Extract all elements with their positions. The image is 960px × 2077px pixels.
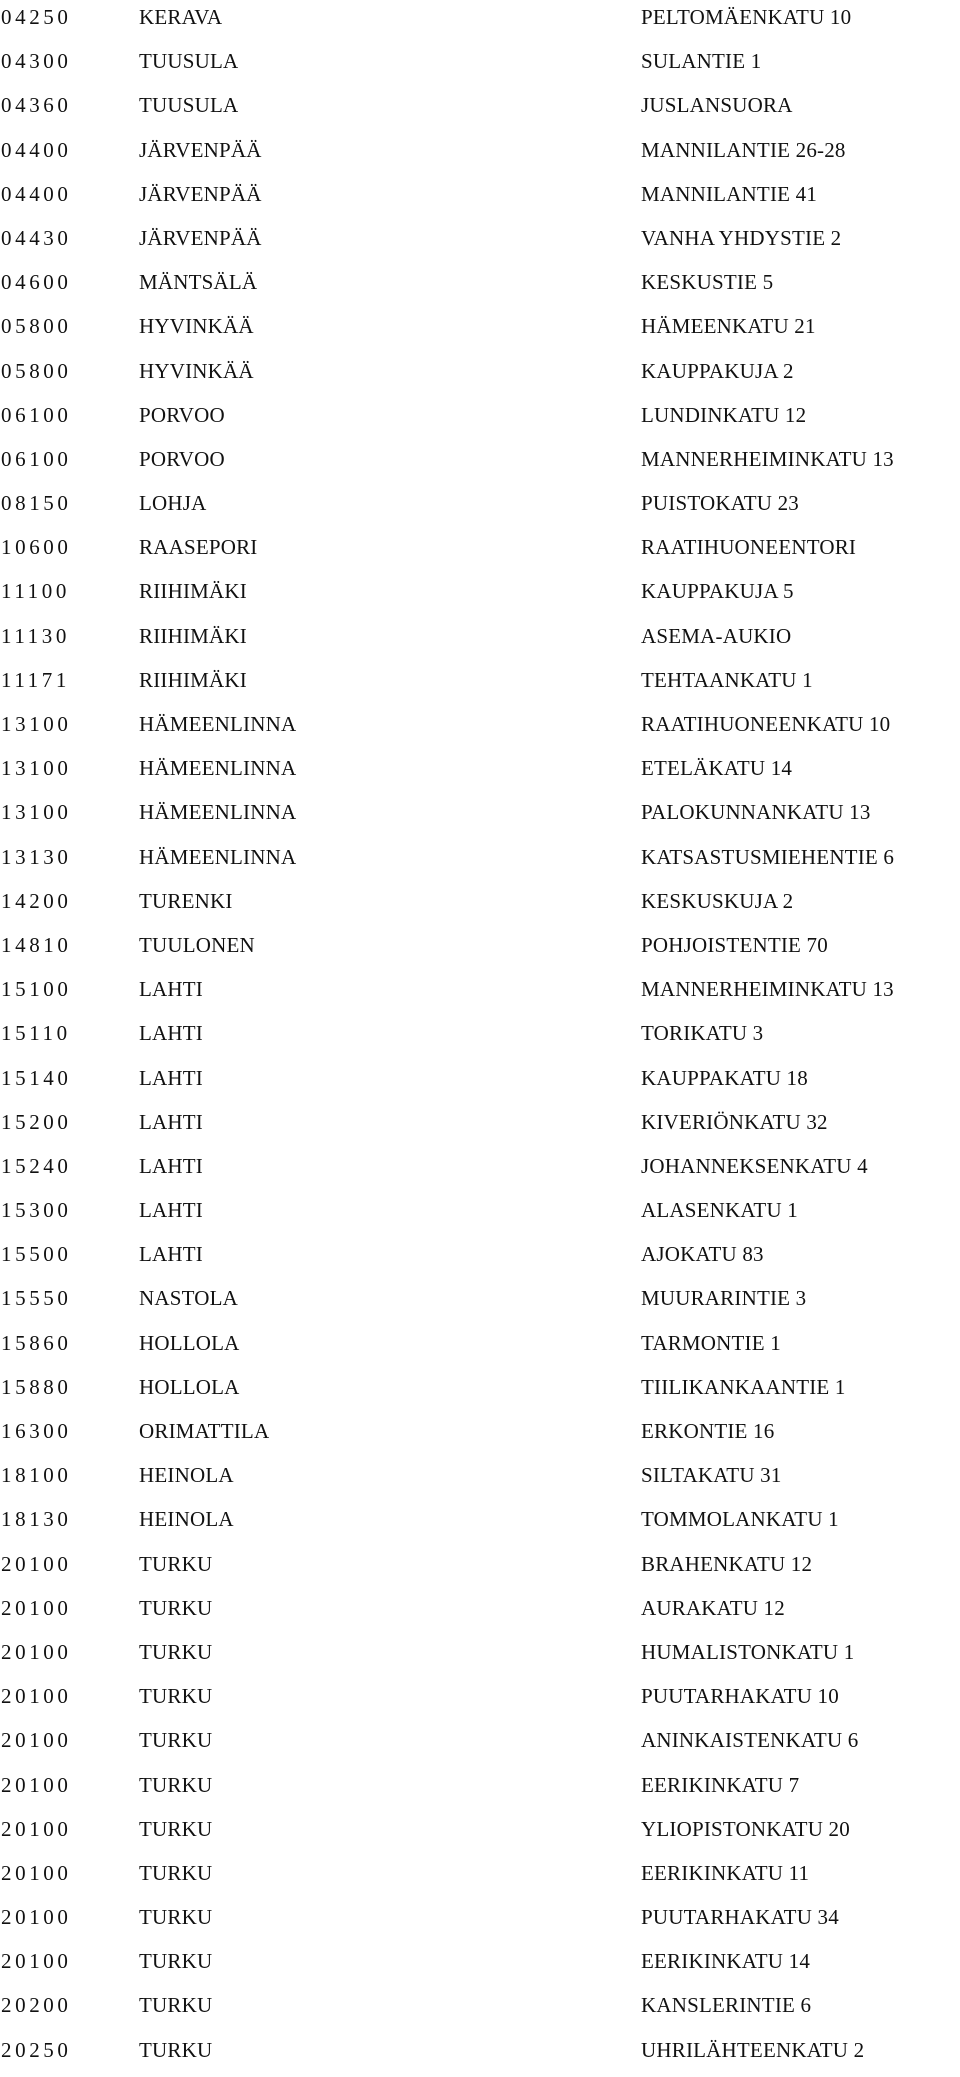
postcode: 20100: [1, 1905, 72, 1930]
street-address: EERIKINKATU 7: [641, 1772, 800, 1797]
city: LAHTI: [139, 1198, 203, 1223]
address-row: [0, 1988, 960, 2032]
street-address: KESKUSKUJA 2: [641, 888, 794, 913]
address-row: [0, 1768, 960, 1812]
address-row: [0, 1900, 960, 1944]
street-address: UHRILÄHTEENKATU 2: [641, 2037, 865, 2062]
city: TURKU: [139, 1595, 213, 1620]
address-row: [0, 44, 960, 88]
postcode: 20100: [1, 1551, 72, 1576]
address-row: [0, 177, 960, 221]
address-row: [0, 795, 960, 839]
street-address: MANNILANTIE 41: [641, 181, 818, 206]
street-address: MANNERHEIMINKATU 13: [641, 446, 894, 471]
address-row: [0, 1149, 960, 1193]
address-row: [0, 1370, 960, 1414]
address-row: [0, 707, 960, 751]
address-row: [0, 265, 960, 309]
city: TURKU: [139, 1684, 213, 1709]
street-address: KIVERIÖNKATU 32: [641, 1109, 828, 1134]
street-address: KANSLERINTIE 6: [641, 1993, 812, 2018]
city: LAHTI: [139, 1109, 203, 1134]
postcode: 08150: [1, 491, 72, 516]
postcode: 04400: [1, 137, 72, 162]
address-row: [0, 1061, 960, 1105]
postcode: 14810: [1, 932, 72, 957]
city: TURKU: [139, 2037, 213, 2062]
address-row: [0, 1547, 960, 1591]
street-address: MANNILANTIE 26-28: [641, 137, 846, 162]
address-row: [0, 1502, 960, 1546]
street-address: PUUTARHAKATU 10: [641, 1684, 839, 1709]
city: TURKU: [139, 1772, 213, 1797]
street-address: KESKUSTIE 5: [641, 270, 774, 295]
street-address: PELTOMÄENKATU 10: [641, 5, 852, 29]
city: LAHTI: [139, 1242, 203, 1267]
street-address: ASEMA-AUKIO: [641, 623, 792, 648]
postcode: 20100: [1, 1595, 72, 1620]
city: LAHTI: [139, 977, 203, 1002]
address-row: [0, 88, 960, 132]
address-row: [0, 1458, 960, 1502]
street-address: SULANTIE 1: [641, 49, 762, 74]
city: TURKU: [139, 1551, 213, 1576]
city: LAHTI: [139, 1021, 203, 1046]
postcode: 13100: [1, 800, 72, 825]
street-address: KAUPPAKATU 18: [641, 1065, 808, 1090]
street-address: JOHANNEKSENKATU 4: [641, 1153, 868, 1178]
city: JÄRVENPÄÄ: [139, 137, 262, 162]
city: HYVINKÄÄ: [139, 358, 254, 383]
city: PORVOO: [139, 446, 225, 471]
city: HEINOLA: [139, 1507, 234, 1532]
city: TUULONEN: [139, 932, 255, 957]
postcode: 06100: [1, 402, 72, 427]
address-row: [0, 751, 960, 795]
postcode: 20100: [1, 1860, 72, 1885]
city: TURKU: [139, 1860, 213, 1885]
postcode: 15500: [1, 1242, 72, 1267]
street-address: AJOKATU 83: [641, 1242, 764, 1267]
postcode: 20100: [1, 1772, 72, 1797]
postcode: 04430: [1, 225, 72, 250]
postcode: 20100: [1, 1816, 72, 1841]
city: JÄRVENPÄÄ: [139, 225, 262, 250]
street-address: RAATIHUONEENTORI: [641, 535, 857, 560]
address-row: [0, 486, 960, 530]
postcode: 20100: [1, 1728, 72, 1753]
street-address: PALOKUNNANKATU 13: [641, 800, 871, 825]
street-address: VANHA YHDYSTIE 2: [641, 225, 842, 250]
address-row: [0, 663, 960, 707]
postcode: 15300: [1, 1198, 72, 1223]
postcode: 04300: [1, 49, 72, 74]
city: TURKU: [139, 1816, 213, 1841]
postcode: 15240: [1, 1153, 72, 1178]
city: ORIMATTILA: [139, 1419, 270, 1443]
address-row: [0, 2033, 960, 2077]
street-address: MANNERHEIMINKATU 13: [641, 977, 894, 1002]
address-row: [0, 1723, 960, 1767]
city: MÄNTSÄLÄ: [139, 270, 258, 295]
address-row: [0, 398, 960, 442]
city: RIIHIMÄKI: [139, 623, 247, 648]
city: RIIHIMÄKI: [139, 667, 247, 692]
address-row: [0, 354, 960, 398]
street-address: LUNDINKATU 12: [641, 402, 807, 427]
address-row: [0, 309, 960, 353]
postcode: 11130: [1, 623, 70, 648]
address-row: [0, 221, 960, 265]
city: HÄMEENLINNA: [139, 800, 297, 825]
address-row: [0, 1414, 960, 1458]
street-address: ETELÄKATU 14: [641, 756, 793, 781]
address-row: [0, 619, 960, 663]
address-row: [0, 0, 960, 44]
street-address: AURAKATU 12: [641, 1595, 785, 1620]
postcode: 15100: [1, 977, 72, 1002]
postcode: 15140: [1, 1065, 72, 1090]
city: TURENKI: [139, 888, 233, 913]
street-address: TORIKATU 3: [641, 1021, 764, 1046]
city: HÄMEENLINNA: [139, 844, 297, 869]
street-address: HÄMEENKATU 21: [641, 314, 816, 339]
address-row: [0, 1812, 960, 1856]
postcode: 15200: [1, 1109, 72, 1134]
street-address: TEHTAANKATU 1: [641, 667, 813, 692]
postcode: 15110: [1, 1021, 71, 1046]
address-row: [0, 972, 960, 1016]
street-address: EERIKINKATU 14: [641, 1949, 811, 1974]
postcode: 10600: [1, 535, 72, 560]
postcode: 20100: [1, 1639, 72, 1664]
street-address: ALASENKATU 1: [641, 1198, 798, 1223]
city: HÄMEENLINNA: [139, 756, 297, 781]
address-row: [0, 1944, 960, 1988]
street-address: HUMALISTONKATU 1: [641, 1639, 855, 1664]
city: TUUSULA: [139, 93, 239, 118]
street-address: MUURARINTIE 3: [641, 1286, 807, 1311]
city: HYVINKÄÄ: [139, 314, 254, 339]
address-row: [0, 1105, 960, 1149]
street-address: POHJOISTENTIE 70: [641, 932, 828, 957]
street-address: PUUTARHAKATU 34: [641, 1905, 839, 1930]
address-row: [0, 574, 960, 618]
address-row: [0, 1281, 960, 1325]
street-address: ANINKAISTENKATU 6: [641, 1728, 859, 1753]
street-address: KAUPPAKUJA 2: [641, 358, 794, 383]
city: JÄRVENPÄÄ: [139, 181, 262, 206]
postcode: 14200: [1, 888, 72, 913]
postcode: 13100: [1, 712, 72, 736]
street-address: TOMMOLANKATU 1: [641, 1507, 839, 1532]
postcode: 15550: [1, 1286, 72, 1311]
postcode: 04360: [1, 93, 72, 118]
city: RIIHIMÄKI: [139, 579, 247, 604]
street-address: ERKONTIE 16: [641, 1419, 775, 1443]
city: PORVOO: [139, 402, 225, 427]
street-address: SILTAKATU 31: [641, 1463, 782, 1488]
street-address: KATSASTUSMIEHENTIE 6: [641, 844, 895, 869]
street-address: TIILIKANKAANTIE 1: [641, 1374, 846, 1399]
city: RAASEPORI: [139, 535, 258, 560]
postcode: 13130: [1, 844, 72, 869]
postcode: 20200: [1, 1993, 72, 2018]
postcode: 13100: [1, 756, 72, 781]
address-row: [0, 1635, 960, 1679]
address-row: [0, 1237, 960, 1281]
address-row: [0, 1193, 960, 1237]
address-row: [0, 442, 960, 486]
postcode: 04400: [1, 181, 72, 206]
street-address: TARMONTIE 1: [641, 1330, 781, 1355]
postcode: 04250: [1, 5, 72, 29]
city: TURKU: [139, 1993, 213, 2018]
postcode: 05800: [1, 358, 72, 383]
street-address: BRAHENKATU 12: [641, 1551, 813, 1576]
street-address: JUSLANSUORA: [641, 93, 793, 118]
city: LAHTI: [139, 1153, 203, 1178]
street-address: YLIOPISTONKATU 20: [641, 1816, 850, 1841]
postcode: 05800: [1, 314, 72, 339]
city: TURKU: [139, 1728, 213, 1753]
street-address: KAUPPAKUJA 5: [641, 579, 794, 604]
city: HÄMEENLINNA: [139, 712, 297, 736]
address-row: [0, 928, 960, 972]
address-row: [0, 1016, 960, 1060]
address-row: [0, 1856, 960, 1900]
street-address: EERIKINKATU 11: [641, 1860, 810, 1885]
address-row: [0, 133, 960, 177]
address-row: [0, 840, 960, 884]
postcode: 18130: [1, 1507, 72, 1532]
postcode: 15860: [1, 1330, 72, 1355]
city: LOHJA: [139, 491, 207, 516]
postcode: 20100: [1, 1949, 72, 1974]
street-address: PUISTOKATU 23: [641, 491, 799, 516]
city: HOLLOLA: [139, 1330, 240, 1355]
address-row: [0, 1679, 960, 1723]
postcode: 18100: [1, 1463, 72, 1488]
city: TURKU: [139, 1949, 213, 1974]
city: HEINOLA: [139, 1463, 234, 1488]
address-row: [0, 1326, 960, 1370]
postcode: 16300: [1, 1419, 72, 1443]
postcode: 20250: [1, 2037, 72, 2062]
city: TUUSULA: [139, 49, 239, 74]
postcode: 06100: [1, 446, 72, 471]
address-row: [0, 884, 960, 928]
postcode: 04600: [1, 270, 72, 295]
postcode: 15880: [1, 1374, 72, 1399]
city: KERAVA: [139, 5, 223, 29]
address-row: [0, 530, 960, 574]
city: NASTOLA: [139, 1286, 239, 1311]
postcode: 11171: [1, 667, 70, 692]
street-address: RAATIHUONEENKATU 10: [641, 712, 891, 736]
city: TURKU: [139, 1905, 213, 1930]
city: LAHTI: [139, 1065, 203, 1090]
address-row: [0, 1591, 960, 1635]
city: HOLLOLA: [139, 1374, 240, 1399]
postcode: 11100: [1, 579, 70, 604]
postcode: 20100: [1, 1684, 72, 1709]
city: TURKU: [139, 1639, 213, 1664]
